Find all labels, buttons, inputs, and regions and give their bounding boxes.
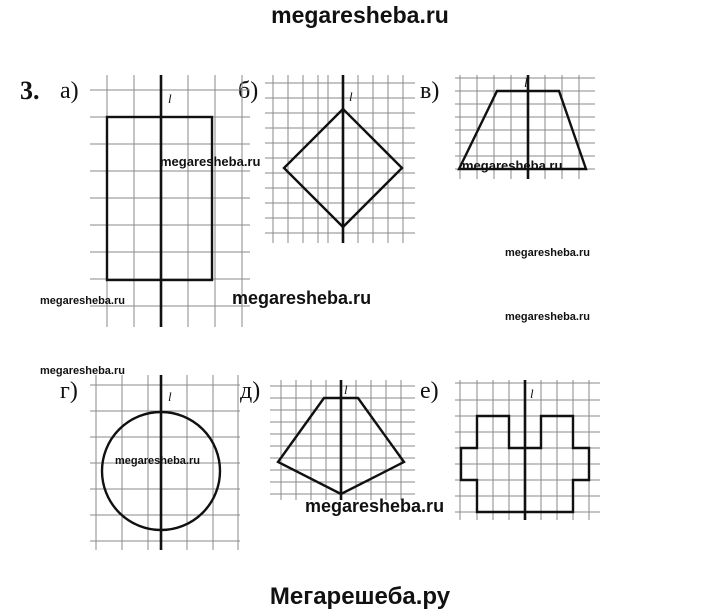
- axis-label: l: [168, 91, 172, 106]
- watermark: megaresheba.ru: [115, 455, 200, 467]
- watermark: megaresheba.ru: [40, 365, 125, 377]
- site-footer: Мегарешеба.ру: [269, 583, 451, 610]
- watermark: megaresheba.ru: [305, 496, 445, 516]
- figure-b: [265, 75, 415, 245]
- label-b: б): [238, 78, 259, 104]
- axis-label: l: [344, 382, 348, 397]
- exercise-number: 3.: [20, 76, 40, 105]
- axis-label: l: [349, 89, 353, 104]
- label-a: а): [60, 78, 79, 104]
- axis-label: l: [524, 75, 528, 90]
- watermark: megaresheba.ru: [505, 311, 590, 323]
- watermark: megaresheba.ru: [462, 158, 563, 173]
- watermark: megaresheba.ru: [232, 288, 372, 308]
- figure-d: [270, 380, 415, 505]
- axis-label: l: [530, 386, 534, 401]
- watermark: megaresheba.ru: [160, 154, 261, 169]
- watermark: megaresheba.ru: [40, 295, 125, 307]
- site-header: megaresheba.ru: [271, 2, 449, 28]
- axis-label: l: [168, 389, 172, 404]
- watermark: megaresheba.ru: [505, 247, 590, 259]
- label-e: е): [420, 378, 439, 404]
- label-g: г): [60, 378, 78, 404]
- label-d: д): [240, 378, 261, 404]
- figure-a: [90, 75, 250, 330]
- label-v: в): [420, 78, 440, 104]
- figure-e: [455, 380, 600, 525]
